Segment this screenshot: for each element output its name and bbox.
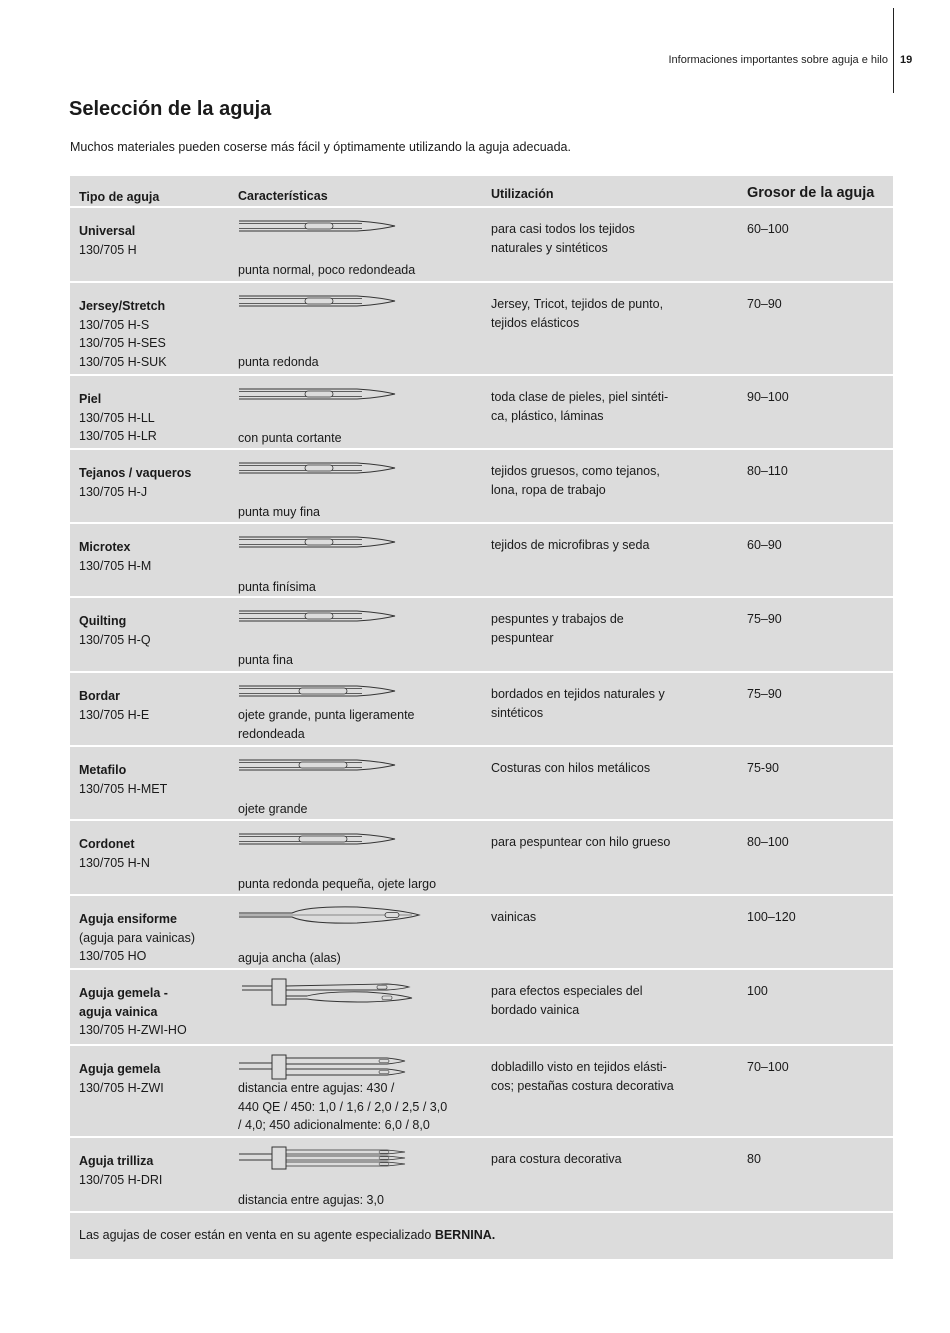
needle-size-cell: 80	[747, 1152, 761, 1166]
footer-note-text: Las agujas de coser están en venta en su agente especializado	[79, 1228, 435, 1242]
needle-size-cell: 80–110	[747, 464, 788, 478]
usage-line: Jersey, Tricot, tejidos de punto,	[491, 297, 664, 311]
needle-type-cell	[79, 297, 234, 371]
table-row	[70, 208, 893, 283]
table-row	[70, 970, 893, 1046]
column-header-usage: Utilización	[491, 187, 554, 201]
needle-type-cell	[79, 984, 234, 1040]
characteristic-line: con punta cortante	[238, 431, 342, 445]
table-row	[70, 896, 893, 970]
needle-size-cell: 80–100	[747, 835, 789, 849]
characteristic-line: ojete grande, punta ligeramente	[238, 708, 415, 722]
usage-line: lona, ropa de trabajo	[491, 482, 606, 497]
needle-code: 130/705 HO	[79, 949, 147, 964]
needle-table	[70, 176, 893, 1261]
characteristic-line: punta normal, poco redondeada	[238, 263, 416, 277]
header-divider	[893, 8, 894, 93]
needle-illustration-icon	[237, 681, 402, 706]
usage-line: tejidos de microfibras y seda	[491, 538, 650, 552]
needle-type-cell	[79, 464, 234, 501]
characteristic-line: punta finísima	[238, 580, 316, 594]
needle-size-cell: 75–90	[747, 687, 782, 701]
page-number: 19	[900, 54, 913, 66]
characteristics-cell	[238, 1191, 478, 1210]
usage-cell	[491, 1150, 726, 1169]
needle-size-cell: 75-90	[747, 761, 779, 775]
table-row	[70, 1046, 893, 1138]
needle-type-cell	[79, 910, 234, 966]
needle-name: Aguja ensiforme	[79, 912, 177, 926]
usage-cell	[491, 759, 726, 778]
brand-name: BERNINA.	[434, 1228, 496, 1242]
usage-line: sintéticos	[491, 705, 544, 720]
needle-size-cell: 70–100	[747, 1060, 789, 1074]
column-header-type: Tipo de aguja	[79, 190, 160, 204]
needle-code: 130/705 H	[79, 242, 137, 257]
needle-name: Cordonet	[79, 837, 135, 851]
characteristic-line: distancia entre agujas: 430 /	[238, 1081, 395, 1095]
column-header-size: Grosor de la aguja	[747, 185, 875, 201]
table-row	[70, 747, 893, 821]
needle-size-cell: 75–90	[747, 612, 782, 626]
usage-cell	[491, 388, 726, 425]
usage-line: tejidos gruesos, como tejanos,	[491, 464, 660, 478]
needle-illustration-icon	[237, 606, 402, 631]
table-row	[70, 524, 893, 598]
characteristics-cell	[238, 875, 478, 894]
column-header-characteristics: Características	[238, 189, 328, 203]
needle-size-cell: 60–90	[747, 538, 782, 552]
needle-illustration-icon	[237, 829, 402, 854]
needle-size-cell: 60–100	[747, 222, 789, 236]
table-row	[70, 821, 893, 896]
table-body	[70, 208, 893, 1213]
needle-illustration-icon	[237, 291, 402, 316]
intro-text: Muchos materiales pueden coserse más fácil y óptimamente utilizando la aguja adecuada.	[70, 140, 571, 154]
usage-line: dobladillo visto en tejidos elásti-	[491, 1060, 667, 1074]
needle-illustration-icon	[237, 532, 402, 557]
needle-type-cell	[79, 835, 234, 872]
usage-line: para pespuntear con hilo grueso	[491, 835, 671, 849]
usage-cell	[491, 536, 726, 555]
needle-type-cell	[79, 761, 234, 798]
usage-cell	[491, 685, 726, 722]
needle-size-cell: 100	[747, 984, 768, 998]
usage-line: vainicas	[491, 910, 537, 924]
needle-name-cont: aguja vainica	[79, 1004, 158, 1019]
needle-size-cell: 100–120	[747, 910, 796, 924]
needle-illustration-icon	[237, 384, 402, 409]
needle-name: Aguja trilliza	[79, 1154, 154, 1168]
needle-name: Universal	[79, 224, 136, 238]
needle-type-cell	[79, 538, 234, 575]
characteristic-line: aguja ancha (alas)	[238, 951, 341, 965]
usage-line: ca, plástico, láminas	[491, 408, 604, 423]
needle-code: 130/705 H-E	[79, 707, 150, 722]
table-row	[70, 283, 893, 376]
usage-cell	[491, 908, 726, 927]
needle-code: 130/705 H-N	[79, 855, 150, 870]
needle-name: Aguja gemela -	[79, 986, 168, 1000]
usage-cell	[491, 833, 726, 852]
table-row	[70, 376, 893, 450]
usage-cell	[491, 295, 726, 332]
needle-type-cell	[79, 687, 234, 724]
characteristics-cell	[238, 429, 478, 448]
header-section-title: Informaciones importantes sobre aguja e hilo	[668, 54, 888, 66]
needle-code: 130/705 H-S	[79, 317, 150, 332]
table-row	[70, 450, 893, 524]
usage-line: para efectos especiales del	[491, 984, 643, 998]
usage-line: bordado vainica	[491, 1002, 580, 1017]
needle-code: 130/705 H-LR	[79, 429, 157, 444]
table-footer-row	[70, 1213, 893, 1261]
characteristics-cell	[238, 578, 478, 597]
needle-code: 130/705 H-SUK	[79, 354, 167, 369]
needle-name: Quilting	[79, 614, 127, 628]
needle-code: 130/705 H-DRI	[79, 1172, 163, 1187]
characteristics-cell	[238, 261, 478, 280]
needle-name: Tejanos / vaqueros	[79, 466, 192, 480]
needle-code: 130/705 H-J	[79, 484, 148, 499]
needle-illustration-icon	[237, 458, 402, 483]
usage-line: naturales y sintéticos	[491, 240, 608, 255]
usage-line: pespuntear	[491, 630, 554, 645]
usage-line: cos; pestañas costura decorativa	[491, 1078, 674, 1093]
characteristics-cell	[238, 706, 478, 743]
page-title: Selección de la aguja	[69, 98, 272, 120]
footer-note	[79, 1228, 495, 1242]
usage-cell	[491, 1058, 726, 1095]
characteristic-line: punta redonda pequeña, ojete largo	[238, 877, 437, 891]
characteristic-line: redondeada	[238, 726, 305, 741]
needle-code: 130/705 H-MET	[79, 781, 168, 796]
needle-name: Microtex	[79, 540, 131, 554]
characteristics-cell	[238, 353, 478, 372]
needle-code: 130/705 H-M	[79, 558, 152, 573]
usage-cell	[491, 220, 726, 257]
needle-code: 130/705 H-Q	[79, 632, 151, 647]
characteristics-cell	[238, 651, 478, 670]
needle-illustration-icon	[237, 904, 427, 931]
needle-code: 130/705 H-ZWI	[79, 1080, 164, 1095]
needle-name: Jersey/Stretch	[79, 299, 166, 313]
needle-name: Metafilo	[79, 763, 127, 777]
needle-illustration-icon	[237, 978, 427, 1013]
needle-size-cell: 70–90	[747, 297, 782, 311]
needle-type-cell	[79, 1060, 234, 1097]
usage-line: Costuras con hilos metálicos	[491, 761, 651, 775]
needle-type-cell	[79, 222, 234, 259]
needle-type-cell	[79, 390, 234, 446]
usage-line: para costura decorativa	[491, 1152, 622, 1166]
usage-line: para casi todos los tejidos	[491, 222, 635, 236]
usage-line: pespuntes y trabajos de	[491, 612, 624, 626]
needle-type-cell	[79, 1152, 234, 1189]
characteristics-cell	[238, 503, 478, 522]
table-row	[70, 673, 893, 747]
usage-line: bordados en tejidos naturales y	[491, 687, 665, 701]
needle-name: Aguja gemela	[79, 1062, 161, 1076]
needle-code: 130/705 H-ZWI-HO	[79, 1023, 187, 1038]
characteristic-line: ojete grande	[238, 802, 308, 816]
characteristics-cell	[238, 949, 478, 968]
usage-line: tejidos elásticos	[491, 315, 580, 330]
needle-type-cell	[79, 612, 234, 649]
needle-illustration-icon	[237, 216, 402, 241]
table-row	[70, 1138, 893, 1213]
needle-size-cell: 90–100	[747, 390, 789, 404]
characteristic-line: / 4,0; 450 adicionalmente: 6,0 / 8,0	[238, 1118, 430, 1133]
needle-illustration-icon	[237, 1146, 412, 1177]
needle-code: 130/705 H-SES	[79, 336, 166, 351]
characteristics-cell	[238, 800, 478, 819]
usage-line: toda clase de pieles, piel sintéti-	[491, 390, 669, 404]
characteristic-line: punta muy fina	[238, 505, 320, 519]
characteristic-line: punta redonda	[238, 355, 319, 369]
needle-code: 130/705 H-LL	[79, 410, 155, 425]
table-row	[70, 598, 893, 673]
usage-cell	[491, 610, 726, 647]
characteristic-line: distancia entre agujas: 3,0	[238, 1193, 384, 1207]
characteristic-line: 440 QE / 450: 1,0 / 1,6 / 2,0 / 2,5 / 3,0	[238, 1099, 448, 1114]
needle-code: (aguja para vainicas)	[79, 930, 196, 945]
needle-name: Bordar	[79, 689, 120, 703]
characteristic-line: punta fina	[238, 653, 293, 667]
usage-cell	[491, 982, 726, 1019]
characteristics-cell	[238, 1079, 478, 1135]
needle-name: Piel	[79, 392, 102, 406]
table-header-row	[70, 176, 893, 208]
needle-illustration-icon	[237, 755, 402, 780]
usage-cell	[491, 462, 726, 499]
